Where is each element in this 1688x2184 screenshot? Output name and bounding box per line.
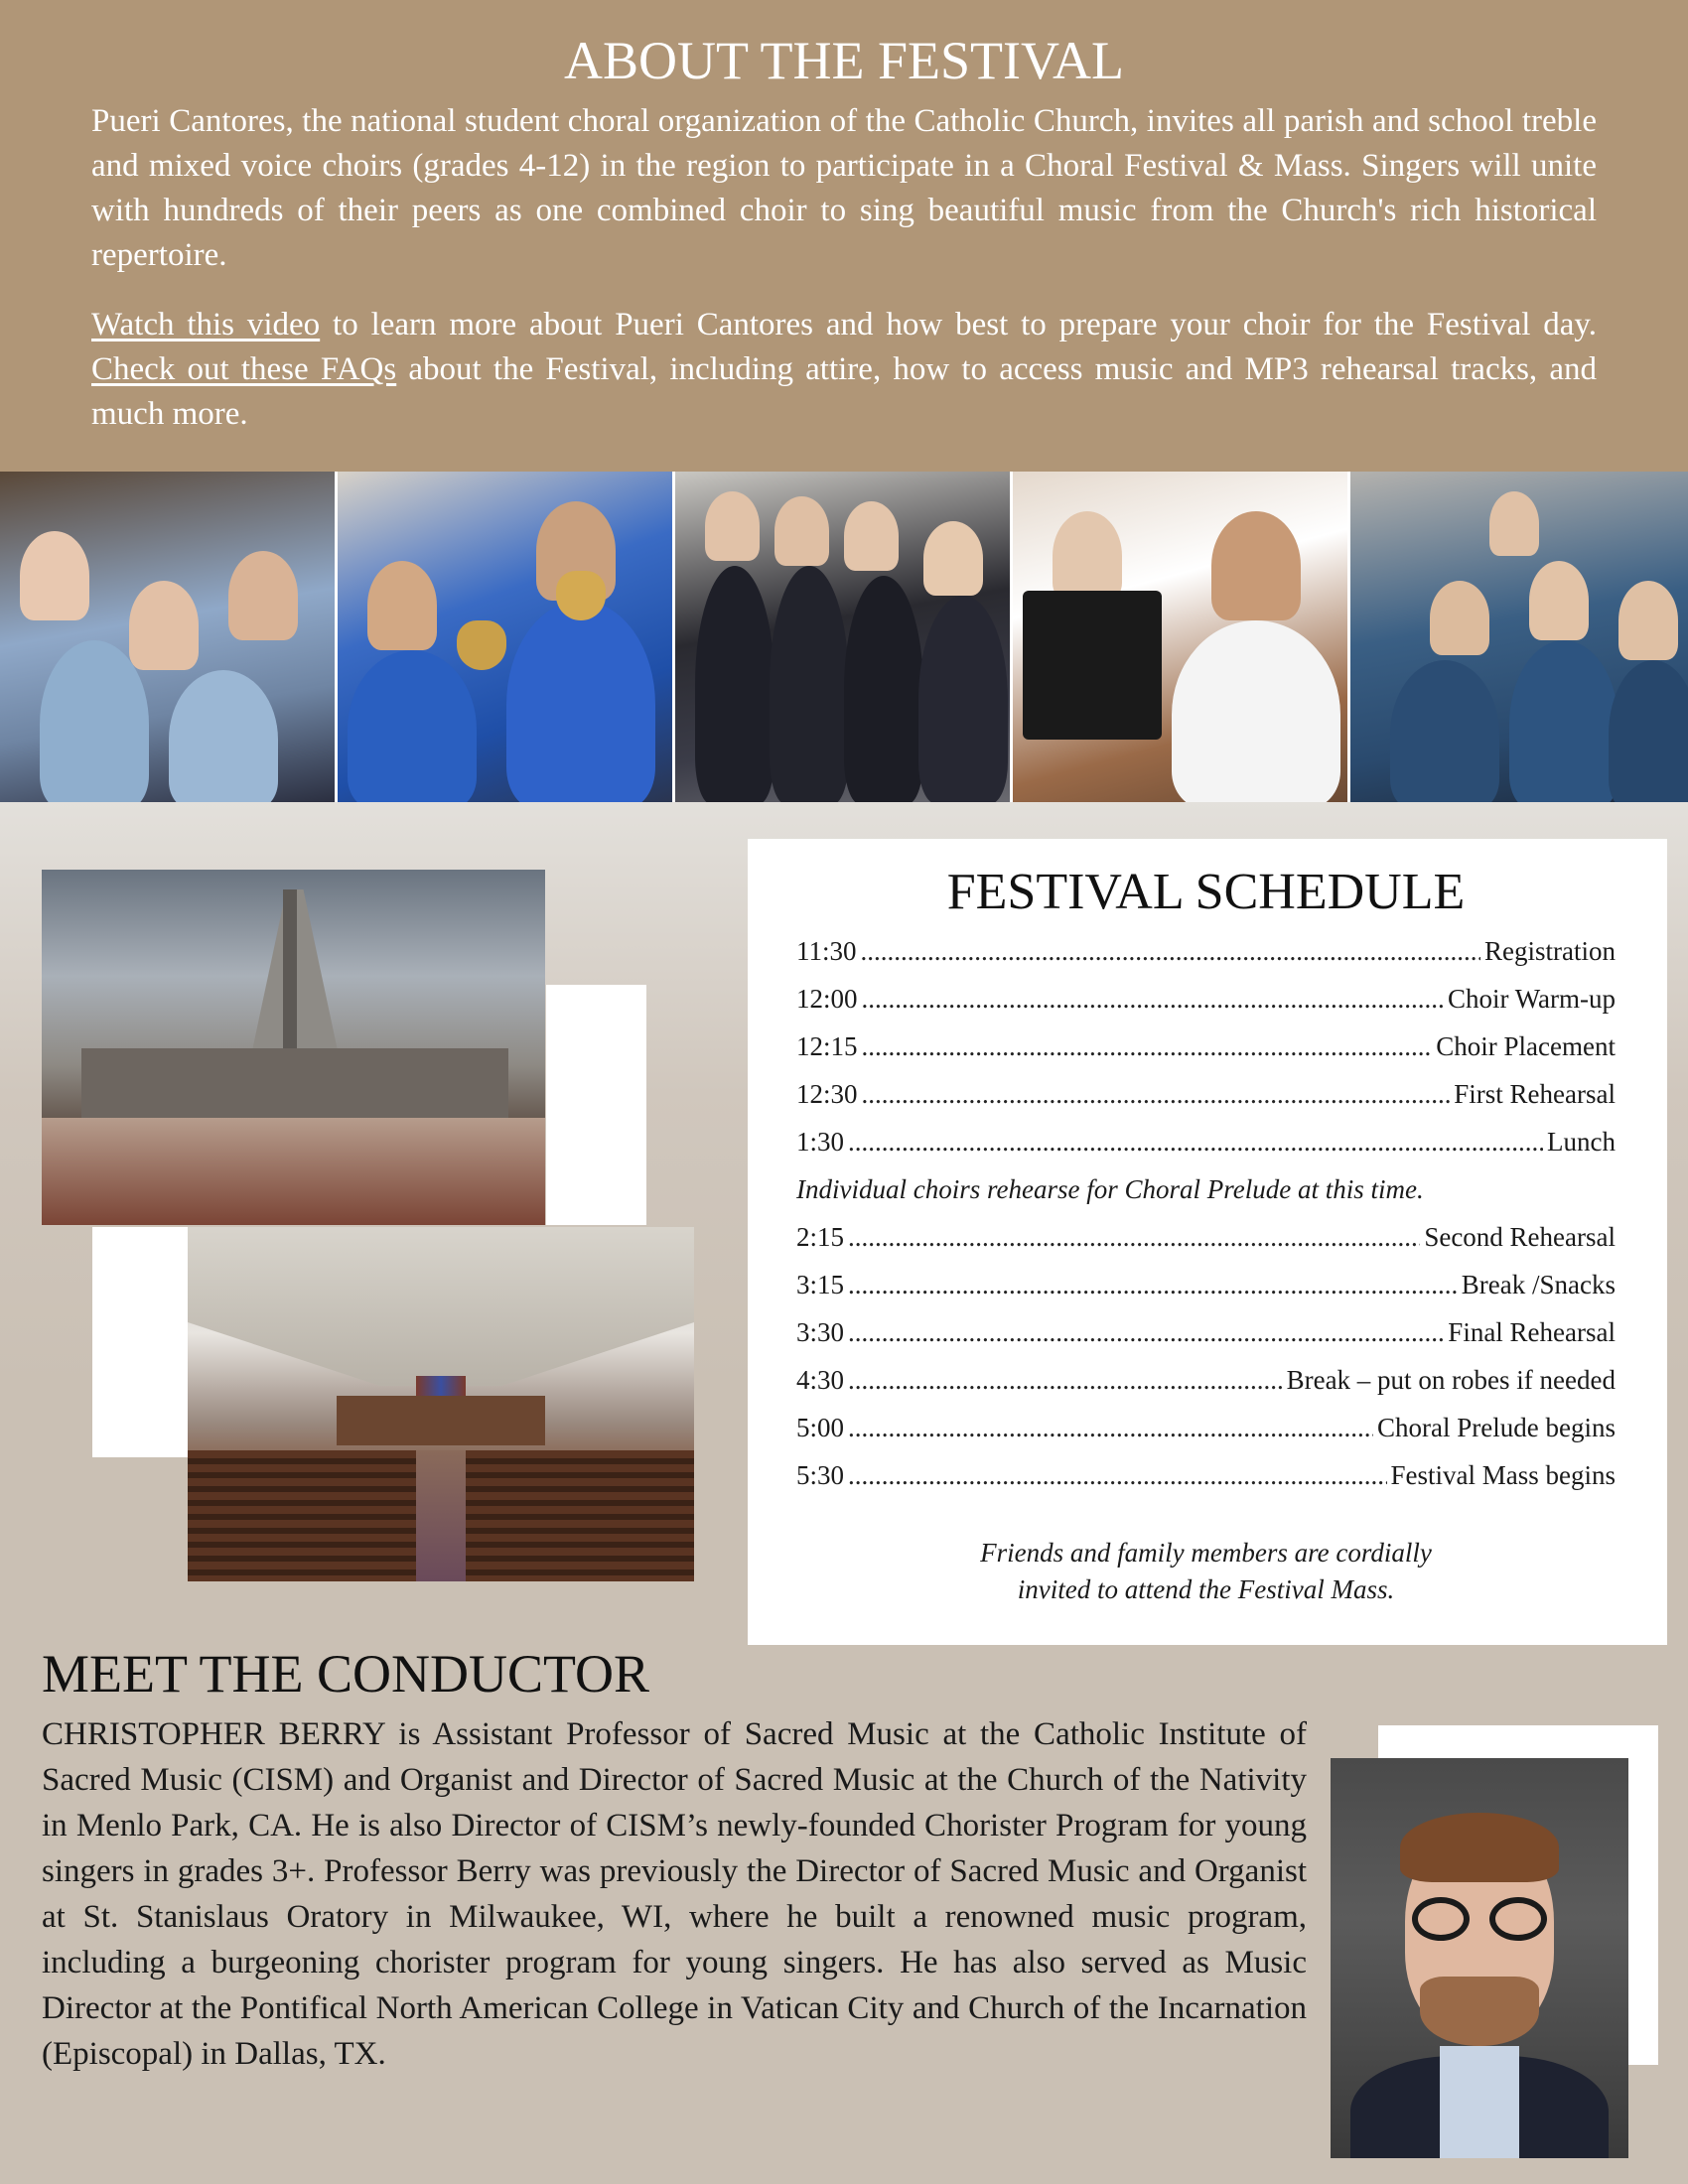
conductor-headshot bbox=[1331, 1758, 1628, 2158]
schedule-footer bbox=[796, 1535, 1616, 1608]
about-paragraph-1: Pueri Cantores, the national student choral organization of the Catholic Church, invites all parish and school treble and mixed voice choirs (grades 4-12) in the region to participate in a Choral Festival & Mass. Singers will unite with hundreds of their peers as one combined choir to sing beautiful music from the Church's rich historical repertoire. bbox=[91, 103, 1597, 273]
schedule-time: 12:15 bbox=[796, 1031, 858, 1061]
about-paragraph-2-mid: to learn more about Pueri Cantores and how best to prepare your choir for the Festival day. bbox=[320, 307, 1598, 342]
schedule-time: 11:30 bbox=[796, 936, 857, 966]
schedule-row bbox=[796, 1451, 1616, 1499]
decorative-block bbox=[546, 985, 646, 1225]
schedule-time: 3:15 bbox=[796, 1270, 845, 1299]
schedule-time: 12:00 bbox=[796, 984, 858, 1014]
schedule-row bbox=[796, 1261, 1616, 1308]
schedule-time: 5:00 bbox=[796, 1413, 845, 1442]
choir-photo-handbells bbox=[338, 472, 675, 802]
schedule-leader bbox=[848, 1356, 1283, 1404]
choir-photo-mixed bbox=[1350, 472, 1688, 802]
schedule-time: 12:30 bbox=[796, 1079, 858, 1109]
schedule-row bbox=[796, 1118, 1616, 1165]
schedule-row bbox=[796, 1023, 1616, 1070]
cathedral-interior-photo bbox=[188, 1227, 694, 1581]
conductor-bio: CHRISTOPHER BERRY is Assistant Professor of Sacred Music at the Catholic Institute of Sacred Music (CISM) and Organist and Director of Sacred Music at the Church of the Nativity in Menlo Park, CA. He is also Director of CISM’s newly-founded Chorister Program for young singers in grades 3+. Professor Berry was previously the Director of Sacred Music and Organist at St. Stanislaus Oratory in Milwaukee, WI, where he built a renowned music program, including a burgeoning chorister program for young singers. He has also served as Music Director at the Pontifical North American College in Vatican City and Church of the Incarnation (Episcopal) in Dallas, TX. bbox=[42, 1716, 1307, 2072]
schedule-time: 1:30 bbox=[796, 1127, 845, 1157]
schedule-row bbox=[796, 1404, 1616, 1451]
watch-video-link[interactable]: Watch this video bbox=[91, 307, 321, 342]
schedule-leader bbox=[848, 1213, 1420, 1261]
schedule-time: 4:30 bbox=[796, 1365, 845, 1395]
schedule-footer-line-2: invited to attend the Festival Mass. bbox=[1017, 1574, 1395, 1604]
schedule-event: Choral Prelude begins bbox=[1377, 1413, 1616, 1442]
cathedral-exterior-photo bbox=[42, 870, 545, 1225]
schedule-event: Registration bbox=[1484, 936, 1616, 966]
schedule-row bbox=[796, 975, 1616, 1023]
schedule-event: First Rehearsal bbox=[1454, 1079, 1616, 1109]
about-title: ABOUT THE FESTIVAL bbox=[563, 31, 1125, 90]
schedule-leader bbox=[848, 1404, 1373, 1451]
choir-photo-boys bbox=[675, 472, 1013, 802]
schedule-title: FESTIVAL SCHEDULE bbox=[946, 864, 1466, 920]
schedule-row bbox=[796, 927, 1616, 975]
schedule-leader bbox=[848, 1451, 1386, 1499]
festival-schedule bbox=[748, 839, 1667, 1645]
schedule-leader bbox=[848, 1261, 1458, 1308]
schedule-leader bbox=[848, 1308, 1444, 1356]
choir-photo-girls bbox=[0, 472, 338, 802]
schedule-leader bbox=[862, 1070, 1451, 1118]
schedule-footer-line-1: Friends and family members are cordially bbox=[980, 1538, 1432, 1568]
choir-photo-singer bbox=[1013, 472, 1350, 802]
about-paragraph-2-end: about the Festival, including attire, how to access music and MP3 rehearsal tracks, and much more. bbox=[91, 351, 1598, 432]
decorative-block bbox=[92, 1227, 188, 1457]
schedule-event: Lunch bbox=[1547, 1127, 1616, 1157]
schedule-leader bbox=[862, 975, 1444, 1023]
schedule-event: Break – put on robes if needed bbox=[1286, 1365, 1616, 1395]
schedule-time: 2:15 bbox=[796, 1222, 845, 1252]
schedule-event: Final Rehearsal bbox=[1448, 1317, 1616, 1347]
choir-photo-strip bbox=[0, 472, 1688, 802]
schedule-event: Second Rehearsal bbox=[1424, 1222, 1616, 1252]
schedule-row bbox=[796, 1070, 1616, 1118]
schedule-leader bbox=[848, 1118, 1543, 1165]
schedule-event: Break /Snacks bbox=[1461, 1270, 1616, 1299]
schedule-row bbox=[796, 1356, 1616, 1404]
schedule-note: Individual choirs rehearse for Choral Prelude at this time. bbox=[796, 1174, 1424, 1204]
schedule-event: Festival Mass begins bbox=[1390, 1460, 1616, 1490]
schedule-event: Choir Placement bbox=[1436, 1031, 1616, 1061]
schedule-row bbox=[796, 1213, 1616, 1261]
faq-link[interactable]: Check out these FAQs bbox=[91, 351, 397, 387]
schedule-event: Choir Warm-up bbox=[1447, 984, 1616, 1014]
schedule-leader bbox=[861, 927, 1481, 975]
conductor-title: MEET THE CONDUCTOR bbox=[42, 1644, 650, 1704]
schedule-time: 5:30 bbox=[796, 1460, 845, 1490]
about-paragraph-2 bbox=[91, 303, 1597, 437]
schedule-leader bbox=[862, 1023, 1433, 1070]
about-section bbox=[0, 0, 1688, 472]
schedule-time: 3:30 bbox=[796, 1317, 845, 1347]
schedule-row bbox=[796, 1308, 1616, 1356]
